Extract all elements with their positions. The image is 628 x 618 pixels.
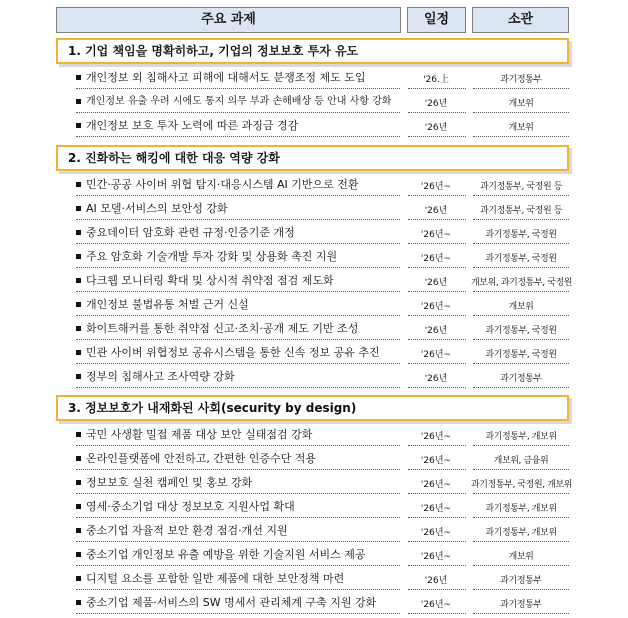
row-divider: [473, 136, 569, 137]
schedule-text: '26.上: [423, 75, 449, 85]
row-divider: [76, 315, 400, 316]
schedule-text: '26년: [424, 206, 448, 216]
row-divider: [473, 291, 569, 292]
square-bullet-icon: [76, 374, 81, 379]
task-text: 중요데이터 암호화 관련 규정·인증기준 개정: [86, 226, 295, 239]
square-bullet-icon: [76, 456, 81, 461]
task-text: 국민 사생활 밀접 제품 대상 보안 실태점검 강화: [86, 428, 313, 441]
row-divider: [76, 291, 400, 292]
header-dept: 소관: [472, 7, 569, 33]
dept-text: 과기정통부, 국정원: [485, 350, 557, 360]
row-divider: [473, 315, 569, 316]
dept-text: 과기정통부: [500, 576, 542, 586]
schedule-text: '26년~: [420, 302, 452, 312]
row-divider: [408, 88, 466, 89]
row-divider: [408, 445, 466, 446]
dept-text: 과기정통부, 국정원, 개보위: [471, 480, 573, 490]
row-divider: [76, 243, 400, 244]
row-divider: [408, 469, 466, 470]
row-divider: [76, 88, 400, 89]
row-divider: [76, 112, 400, 113]
row-divider: [473, 112, 569, 113]
schedule-text: '26년~: [420, 600, 452, 610]
square-bullet-icon: [76, 75, 81, 80]
square-bullet-icon: [76, 480, 81, 485]
row-divider: [408, 339, 466, 340]
schedule-text: '26년~: [420, 182, 452, 192]
row-divider: [408, 493, 466, 494]
square-bullet-icon: [76, 182, 81, 187]
dept-text: 과기정통부, 국정원 등: [479, 206, 563, 216]
task-text: 주요 암호화 기술개발 투자 강화 및 상용화 촉진 지원: [86, 250, 338, 263]
row-divider: [408, 565, 466, 566]
task-text: 중소기업 제품·서비스의 SW 명세서 관리체계 구축 지원 강화: [86, 596, 377, 609]
task-text: 온라인플랫폼에 안전하고, 간편한 인증수단 적용: [86, 452, 317, 465]
dept-text: 과기정통부, 개보위: [485, 504, 557, 514]
task-row: [56, 69, 569, 93]
section-title: 2. 진화하는 해킹에 대한 대응 역량 강화: [56, 145, 569, 171]
task-row: [56, 272, 573, 296]
row-divider: [473, 243, 569, 244]
row-divider: [473, 541, 569, 542]
schedule-text: '26년: [424, 374, 448, 384]
schedule-text: '26년~: [420, 528, 452, 538]
row-divider: [408, 291, 466, 292]
row-divider: [408, 589, 466, 590]
row-divider: [408, 517, 466, 518]
task-row: [56, 570, 569, 594]
task-text: 다크웹 모니터링 확대 및 상시적 취약점 점검 제도화: [86, 274, 334, 287]
task-row: [56, 594, 569, 618]
row-divider: [408, 613, 466, 614]
task-row: [56, 498, 569, 522]
task-row: [56, 117, 569, 141]
row-divider: [473, 339, 569, 340]
square-bullet-icon: [76, 278, 81, 283]
row-divider: [76, 517, 400, 518]
row-divider: [76, 589, 400, 590]
row-divider: [76, 195, 400, 196]
task-text: AI 모델·서비스의 보안성 강화: [86, 202, 228, 215]
section-1: [56, 38, 569, 141]
square-bullet-icon: [76, 504, 81, 509]
row-divider: [473, 88, 569, 89]
dept-text: 과기정통부, 국정원 등: [479, 182, 563, 192]
square-bullet-icon: [76, 99, 81, 104]
task-text: 개인정보 불법유통 처벌 근거 신설: [86, 298, 249, 311]
task-row: [56, 522, 569, 546]
row-divider: [473, 493, 569, 494]
dept-text: 과기정통부, 국정원: [485, 326, 557, 336]
task-text: 민관 사이버 위협정보 공유시스템을 통한 신속 정보 공유 추진: [86, 346, 380, 359]
task-text: 중소기업 개인정보 유출 예방을 위한 기술지원 서비스 제공: [86, 548, 366, 561]
square-bullet-icon: [76, 206, 81, 211]
row-divider: [408, 267, 466, 268]
row-divider: [76, 493, 400, 494]
dept-text: 과기정통부, 국정원: [485, 254, 557, 264]
square-bullet-icon: [76, 432, 81, 437]
square-bullet-icon: [76, 576, 81, 581]
schedule-text: '26년: [424, 278, 448, 288]
row-divider: [473, 387, 569, 388]
schedule-text: '26년: [424, 99, 448, 109]
row-divider: [76, 136, 400, 137]
row-divider: [76, 541, 400, 542]
dept-text: 개보위: [508, 552, 534, 562]
row-divider: [473, 589, 569, 590]
task-text: 화이트해커를 통한 취약점 신고·조치·공개 제도 기반 조성: [86, 322, 359, 335]
schedule-text: '26년~: [420, 230, 452, 240]
task-text: 개인정보 보호 투자 노력에 따른 과징금 경감: [86, 119, 299, 132]
section-title: 3. 정보보호가 내재화된 사회(security by design): [56, 395, 569, 421]
schedule-text: '26년~: [420, 254, 452, 264]
square-bullet-icon: [76, 600, 81, 605]
dept-text: 과기정통부: [500, 374, 542, 384]
task-row: [56, 224, 569, 248]
row-divider: [473, 517, 569, 518]
schedule-text: '26년: [424, 123, 448, 133]
dept-text: 과기정통부: [500, 75, 542, 85]
square-bullet-icon: [76, 350, 81, 355]
dept-text: 개보위: [508, 123, 534, 133]
dept-text: 과기정통부, 개보위: [485, 432, 557, 442]
row-divider: [408, 363, 466, 364]
row-divider: [473, 469, 569, 470]
row-divider: [408, 136, 466, 137]
schedule-text: '26년~: [420, 350, 452, 360]
row-divider: [408, 315, 466, 316]
row-divider: [408, 243, 466, 244]
row-divider: [76, 565, 400, 566]
row-divider: [408, 112, 466, 113]
header-task: 주요 과제: [56, 7, 401, 33]
row-divider: [76, 339, 400, 340]
task-text: 개인정보 유출 우려 시에도 통지 의무 부과 손해배상 등 안내 사항 강화: [86, 96, 392, 107]
schedule-text: '26년~: [420, 504, 452, 514]
dept-text: 과기정통부, 국정원: [485, 230, 557, 240]
task-text: 민간·공공 사이버 위협 탐지·대응시스템 AI 기반으로 전환: [86, 178, 359, 191]
schedule-text: '26년~: [420, 432, 452, 442]
square-bullet-icon: [76, 254, 81, 259]
task-row: [56, 426, 569, 450]
row-divider: [76, 267, 400, 268]
row-divider: [473, 363, 569, 364]
task-row: [56, 368, 569, 392]
row-divider: [408, 541, 466, 542]
dept-text: 개보위: [508, 99, 534, 109]
row-divider: [473, 267, 569, 268]
square-bullet-icon: [76, 326, 81, 331]
task-text: 영세·중소기업 대상 정보보호 지원사업 확대: [86, 500, 295, 513]
row-divider: [473, 613, 569, 614]
section-3: [56, 395, 573, 618]
square-bullet-icon: [76, 123, 81, 128]
row-divider: [76, 469, 400, 470]
row-divider: [408, 195, 466, 196]
schedule-text: '26년~: [420, 552, 452, 562]
row-divider: [76, 613, 400, 614]
schedule-text: '26년: [424, 326, 448, 336]
task-row: [56, 344, 569, 368]
task-text: 개인정보 외 침해사고 피해에 대해서도 분쟁조정 제도 도입: [86, 71, 366, 84]
task-row: [56, 474, 573, 498]
dept-text: 개보위: [508, 302, 534, 312]
row-divider: [76, 387, 400, 388]
task-row: [56, 320, 569, 344]
task-row: [56, 93, 569, 117]
dept-text: 개보위, 과기정통부, 국정원: [471, 278, 573, 288]
square-bullet-icon: [76, 230, 81, 235]
task-row: [56, 176, 569, 200]
task-text: 중소기업 자율적 보안 환경 점검·개선 지원: [86, 524, 288, 537]
dept-text: 과기정통부: [500, 600, 542, 610]
row-divider: [76, 445, 400, 446]
task-text: 정보보호 실천 캠페인 및 홍보 강화: [86, 476, 253, 489]
task-text: 정부의 침해사고 조사역량 강화: [86, 370, 235, 383]
task-row: [56, 450, 569, 474]
dept-text: 개보위, 금융위: [493, 456, 549, 466]
row-divider: [473, 565, 569, 566]
square-bullet-icon: [76, 528, 81, 533]
row-divider: [473, 219, 569, 220]
schedule-text: '26년~: [420, 456, 452, 466]
square-bullet-icon: [76, 302, 81, 307]
task-row: [56, 296, 569, 320]
row-divider: [408, 387, 466, 388]
task-text: 디지털 요소를 포함한 일반 제품에 대한 보안정책 마련: [86, 572, 345, 585]
task-row: [56, 200, 569, 224]
row-divider: [408, 219, 466, 220]
task-row: [56, 248, 569, 272]
schedule-text: '26년~: [420, 480, 452, 490]
row-divider: [76, 363, 400, 364]
section-2: [56, 145, 573, 392]
row-divider: [473, 445, 569, 446]
dept-text: 과기정통부, 개보위: [485, 528, 557, 538]
header-schedule: 일정: [407, 7, 466, 33]
schedule-text: '26년: [424, 576, 448, 586]
row-divider: [76, 219, 400, 220]
task-row: [56, 546, 569, 570]
row-divider: [473, 195, 569, 196]
section-title: 1. 기업 책임을 명확히하고, 기업의 정보보호 투자 유도: [56, 38, 569, 64]
square-bullet-icon: [76, 552, 81, 557]
